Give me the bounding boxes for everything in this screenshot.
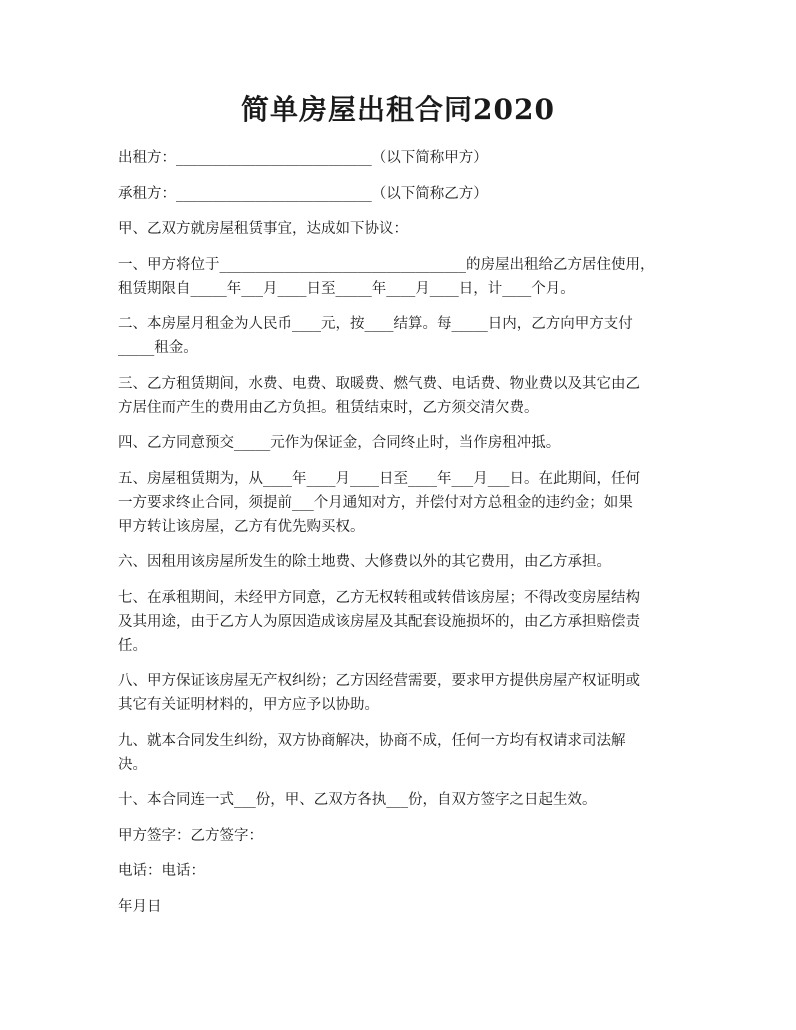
clause-1-line-1: 一、甲方将位于__________________________________的房屋出租给乙方居住使用， — [118, 256, 655, 273]
lessor-line — [118, 146, 686, 170]
clause-6 — [118, 550, 686, 574]
clause-10-line-1: 十、本合同连一式___份，甲、乙双方各执___份，自双方签字之日起生效。 — [118, 792, 597, 808]
clause-5 — [118, 467, 686, 539]
clause-2 — [118, 312, 686, 360]
clause-3-line-2: 方居住而产生的费用由乙方负担。租赁结束时，乙方须交清欠费。 — [118, 399, 539, 416]
clause-5-line-3: 甲方转让该房屋，乙方有优先购买权。 — [118, 518, 365, 535]
clause-9-line-1: 九、就本合同发生纠纷，双方协商解决，协商不成，任何一方均有权请求司法解 — [118, 732, 626, 749]
clause-5-line-2: 一方要求终止合同，须提前___个月通知对方，并偿付对方总租金的违约金；如果 — [118, 494, 633, 511]
clause-3-line-1: 三、乙方租赁期间，水费、电费、取暖费、燃气费、电话费、物业费以及其它由乙 — [118, 375, 640, 392]
contract-body — [118, 146, 686, 930]
clause-1-line-2: 租赁期限自_____年___月____日至_____年____月____日，计____个月。 — [118, 280, 575, 297]
clause-4 — [118, 431, 686, 455]
clause-4-line-1: 四、乙方同意预交_____元作为保证金，合同终止时，当作房租冲抵。 — [118, 435, 561, 451]
agreement-intro — [118, 217, 686, 241]
clause-8-line-2: 其它有关证明材料的，甲方应予以协助。 — [118, 697, 379, 713]
date-line-line-1: 年月日 — [118, 898, 162, 915]
signature-line-line-1: 甲方签字：乙方签字： — [118, 827, 263, 844]
clause-5-line-1: 五、房屋租赁期为，从____年____月____日至____年___月___日。在此期间，任何 — [118, 470, 640, 487]
clause-2-line-1: 二、本房屋月租金为人民币____元，按____结算。每_____日内，乙方向甲方支付 — [118, 316, 633, 332]
document-title: 简单房屋出租合同2020 — [241, 93, 555, 126]
lessee-line-line-1: 承租方：___________________________（以下简称乙方） — [118, 185, 488, 202]
clause-2-line-2: _____租金。 — [118, 340, 198, 356]
clause-10 — [118, 788, 686, 812]
lessor-line-line-1: 出租方：___________________________（以下简称甲方） — [118, 150, 488, 166]
clause-9-line-2: 决。 — [118, 756, 147, 773]
clause-7 — [118, 586, 686, 658]
clause-7-line-2: 及其用途，由于乙方人为原因造成该房屋及其配套设施损坏的，由乙方承担赔偿责 — [118, 613, 640, 630]
clause-8 — [118, 669, 686, 717]
clause-7-line-1: 七、在承租期间，未经甲方同意，乙方无权转租或转借该房屋；不得改变房屋结构 — [118, 589, 640, 606]
clause-7-line-3: 任。 — [118, 637, 147, 654]
lessee-line — [118, 182, 686, 206]
clause-3 — [118, 372, 686, 420]
phone-line-line-1: 电话：电话： — [118, 863, 205, 879]
date-line — [118, 895, 686, 919]
clause-8-line-1: 八、甲方保证该房屋无产权纠纷；乙方因经营需要，要求甲方提供房屋产权证明或 — [118, 673, 640, 689]
phone-line — [118, 859, 686, 883]
clause-6-line-1: 六、因租用该房屋所发生的除土地费、大修费以外的其它费用，由乙方承担。 — [118, 554, 611, 570]
clause-1 — [118, 253, 686, 301]
signature-line — [118, 824, 686, 848]
agreement-intro-line-1: 甲、乙双方就房屋租赁事宜，达成如下协议： — [118, 221, 408, 237]
clause-9 — [118, 729, 686, 777]
